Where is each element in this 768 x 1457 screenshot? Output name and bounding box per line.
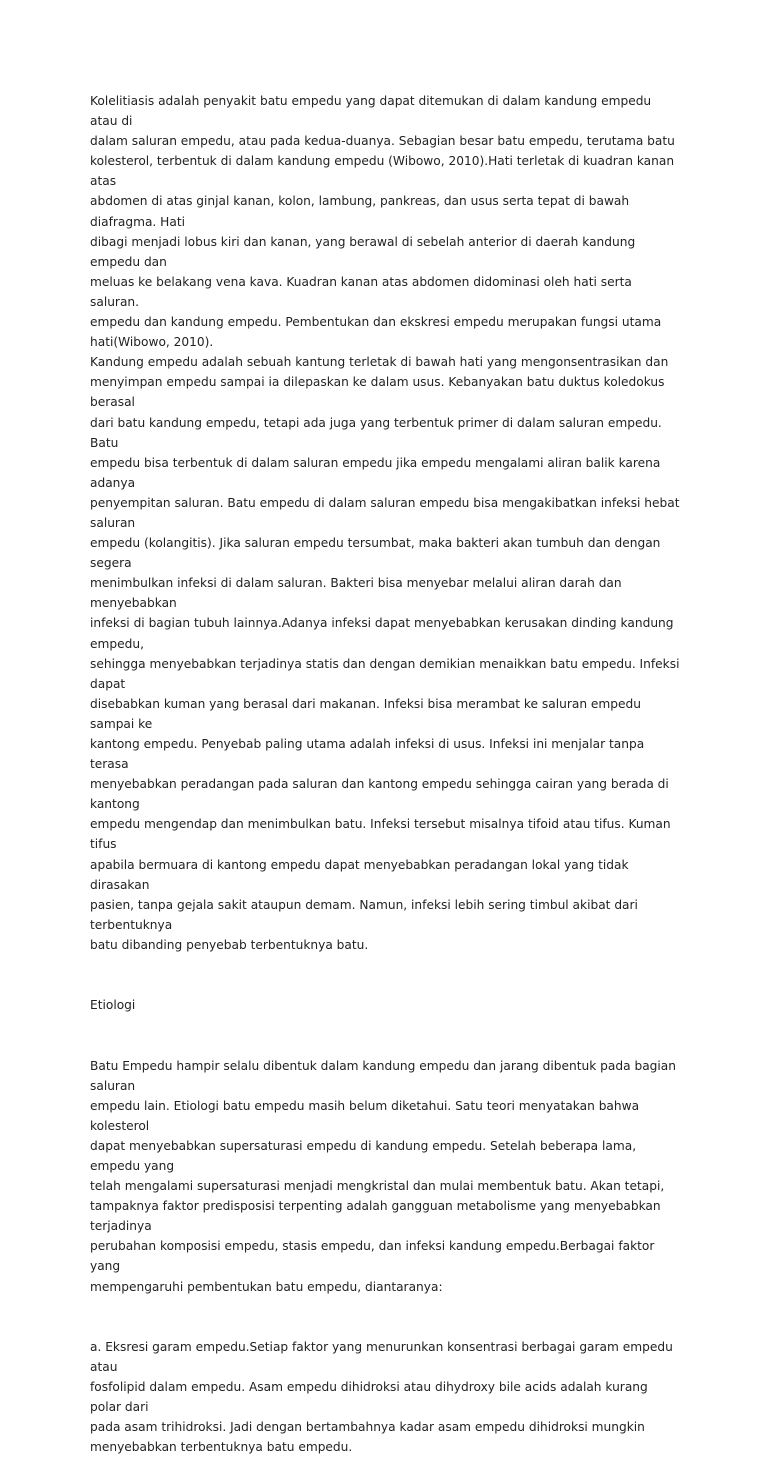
blank-line: [90, 1015, 682, 1035]
heading-etiologi: Etiologi: [90, 998, 136, 1013]
paragraph-eksresi-garam-empedu: a. Eksresi garam empedu.Setiap faktor yang menurunkan konsentrasi berbagai garam empedu atau fosfolipid dalam empedu. Asam empedu dihidroksi atau dihydroxy bile acids adalah kurang polar dari pada asam trihidroksi. Jadi dengan bertambahnya kadar asam empedu dihidroksi mungkin menyebabkan terbentuknya batu empedu.: [90, 1339, 673, 1455]
paragraph-kandung-empedu: Kandung empedu adalah sebuah kantung terletak di bawah hati yang mengonsentrasikan dan menyimpan empedu sampai ia dilepaskan ke dalam usus. Kebanyakan batu duktus koledokus berasal dari batu kandung empedu, tetapi ada juga yang terbentuk primer di dalam saluran empedu. Batu empedu bisa terbentuk di dalam saluran empedu jika empedu mengalami aliran balik karena adanya penyempitan saluran. Batu empedu di dalam saluran empedu bisa mengakibatkan infeksi hebat saluran empedu (kolangitis). Jika saluran empedu tersumbat, maka bakteri akan tumbuh dan dengan segera menimbulkan infeksi di dalam saluran. Bakteri bisa menyebar melalui aliran darah dan menyebabkan infeksi di bagian tubuh lainnya.Adanya infeksi dapat menyebabkan kerusakan dinding kandung empedu, sehingga menyebabkan terjadinya statis dan dengan demikian menaikkan batu empedu. Infeksi dapat disebabkan kuman yang berasal dari makanan. Infeksi bisa merambat ke saluran empedu sampai ke kantong empedu. Penyebab paling utama adalah infeksi di usus. Infeksi ini menjalar tanpa terasa menyebabkan peradangan pada saluran dan kantong empedu sehingga cairan yang berada di kantong empedu mengendap dan menimbulkan batu. Infeksi tersebut misalnya tifoid atau tifus. Kuman tifus apabila bermuara di kantong empedu dapat menyebabkan peradangan lokal yang tidak dirasakan pasien, tanpa gejala sakit ataupun demam. Namun, infeksi lebih sering timbul akibat dari terbentuknya batu dibanding penyebab terbentuknya batu.: [90, 355, 680, 952]
blank-line: [90, 955, 682, 975]
document-body: [90, 91, 682, 1457]
paragraph-etiologi: Batu Empedu hampir selalu dibentuk dalam kandung empedu dan jarang dibentuk pada bagian saluran empedu lain. Etiologi batu empedu masih belum diketahui. Satu teori menyatakan bahwa kolesterol dapat menyebabkan supersaturasi empedu di kandung empedu. Setelah beberapa lama, empedu yang telah mengalami supersaturasi menjadi mengkristal dan mulai membentuk batu. Akan tetapi, tampaknya faktor predisposisi terpenting adalah gangguan metabolisme yang menyebabkan terjadinya perubahan komposisi empedu, stasis empedu, dan infeksi kandung empedu.Berbagai faktor yang mempengaruhi pembentukan batu empedu, diantaranya:: [90, 1058, 676, 1294]
blank-line: [90, 1035, 682, 1055]
blank-line: [90, 1297, 682, 1317]
paragraph-kolelitiasis: Kolelitiasis adalah penyakit batu empedu yang dapat ditemukan di dalam kandung empedu atau di dalam saluran empedu, atau pada kedua-duanya. Sebagian besar batu empedu, terutama batu kolesterol, terbentuk di dalam kandung empedu (Wibowo, 2010).Hati terletak di kuadran kanan atas abdomen di atas ginjal kanan, kolon, lambung, pankreas, dan usus serta tepat di bawah diafragma. Hati dibagi menjadi lobus kiri dan kanan, yang berawal di sebelah anterior di daerah kandung empedu dan meluas ke belakang vena kava. Kuadran kanan atas abdomen didominasi oleh hati serta saluran. empedu dan kandung empedu. Pembentukan dan ekskresi empedu merupakan fungsi utama hati(Wibowo, 2010).: [90, 94, 675, 350]
blank-line: [90, 975, 682, 995]
blank-line: [90, 1317, 682, 1337]
